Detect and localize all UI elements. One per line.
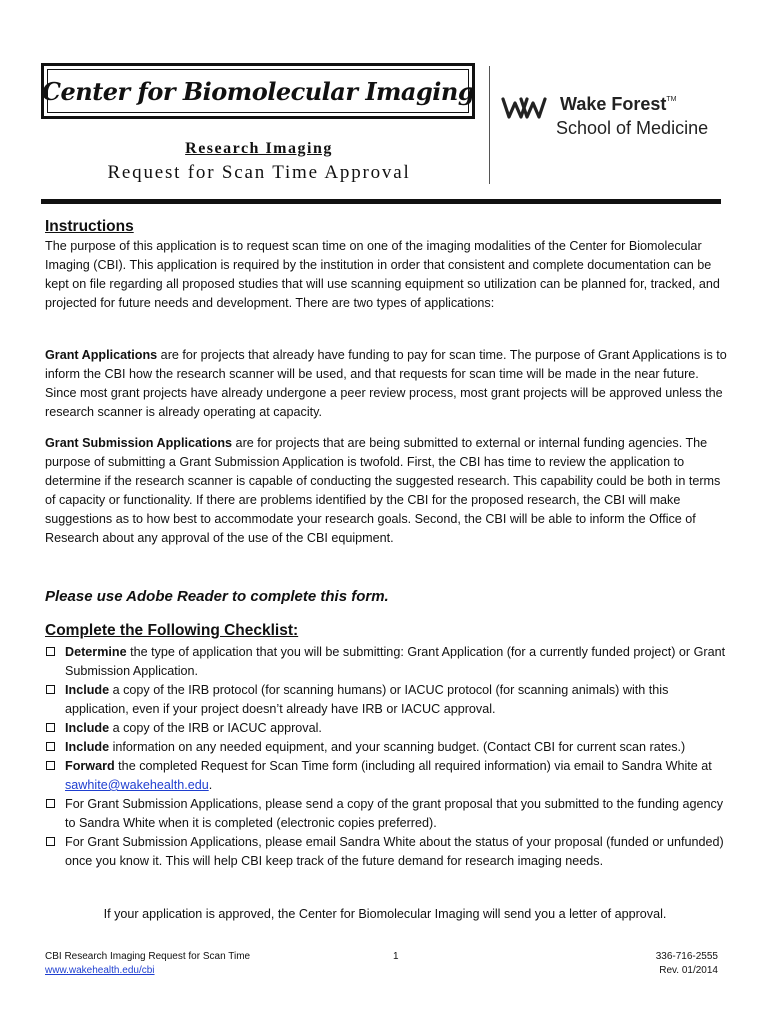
- checklist-item-text: the type of application that you will be submitting: Grant Application (for a currently funded project) or Grant Submission Application.: [65, 645, 726, 678]
- logo-school: School of Medicine: [556, 118, 709, 138]
- instructions-heading: Instructions: [45, 218, 134, 235]
- grant-applications-label: Grant Applications: [45, 348, 158, 362]
- checklist-item-keyword: Include: [65, 740, 110, 754]
- checklist-item-text: For Grant Submission Applications, please email Sandra White about the status of your proposal (funded or unfunded) once you know it. This will help CBI keep track of the future demand for research imaging needs.: [65, 835, 724, 868]
- checklist-item-text: a copy of the IRB protocol (for scanning humans) or IACUC protocol (for scanning animals) with this application, even if your project doesn’t already have IRB or IACUC approval.: [65, 683, 669, 716]
- checklist-item-text: For Grant Submission Applications, please send a copy of the grant proposal that you submitted to the funding agency to Sandra White when it is completed (electronic copies preferred).: [65, 797, 724, 830]
- footer-revision: Rev. 01/2014: [659, 965, 718, 976]
- wake-forest-logo-icon: [500, 93, 552, 123]
- checklist-item: [45, 757, 730, 795]
- adobe-reader-note: Please use Adobe Reader to complete this form.: [45, 588, 389, 605]
- checklist-item: [45, 738, 730, 757]
- checklist-item-text: the completed Request for Scan Time form (including all required information) via email to Sandra White at: [114, 759, 712, 773]
- approval-note: If your application is approved, the Center for Biomolecular Imaging will send you a letter of approval.: [103, 907, 667, 921]
- checklist-item: [45, 681, 730, 719]
- checklist-item-end: .: [208, 778, 213, 792]
- checklist-item-keyword: Determine: [65, 645, 127, 659]
- instructions-intro: The purpose of this application is to request scan time on one of the imaging modalities of the Center for Biomolecular Imaging (CBI). This application is required by the institution in order that consistent and complete documentation can be kept on file regarding all proposed studies that will use scanning equipment so utilization can be planned for, tracked, and projected for future needs and development. There are two types of applications:: [45, 239, 720, 310]
- title-box: [41, 63, 475, 119]
- form-title: Request for Scan Time Approval: [107, 162, 411, 183]
- checklist-item-keyword: Include: [65, 683, 110, 697]
- footer-left: [45, 950, 250, 978]
- footer-form-name: CBI Research Imaging Request for Scan Time: [45, 951, 251, 962]
- checkbox-icon: [46, 647, 55, 656]
- checklist-item: [45, 833, 730, 871]
- trademark: TM: [666, 96, 677, 103]
- checklist-item: [45, 719, 730, 738]
- logo-wake-forest: Wake Forest: [560, 94, 667, 114]
- header-rule: [41, 199, 721, 204]
- checkbox-icon: [46, 799, 55, 808]
- grant-submission-label: Grant Submission Applications: [45, 436, 233, 450]
- grant-submission-paragraph: [45, 434, 727, 548]
- section-subtitle: Research Imaging: [185, 140, 333, 157]
- checklist-item: [45, 643, 730, 681]
- grant-submission-text: are for projects that are being submitted to external or internal funding agencies. The purpose of submitting a Grant Submission Application is twofold. First, the CBI has time to review the application to determine if the research scanner is capable of conducting the suggested research. This capability could be both in terms of capacity or functionality. If there are problems identified by the CBI for the proposed research, the CBI will make suggestions as to how best to accommodate your research goals. Second, the CBI will be able to inform the Office of Research about any approval of the use of the CBI equipment.: [45, 436, 721, 545]
- header-divider: [489, 66, 490, 184]
- checkbox-icon: [46, 685, 55, 694]
- checkbox-icon: [46, 723, 55, 732]
- checklist-item-text: information on any needed equipment, and your scanning budget. (Contact CBI for current scan rates.): [109, 740, 686, 754]
- footer-phone: 336-716-2555: [655, 951, 718, 962]
- grant-applications-paragraph: [45, 346, 727, 422]
- checklist-item-text: a copy of the IRB or IACUC approval.: [109, 721, 322, 735]
- checkbox-icon: [46, 837, 55, 846]
- checklist-item-keyword: Forward: [65, 759, 115, 773]
- page-title: Center for Biomolecular Imaging: [41, 76, 475, 106]
- footer-right: [600, 950, 718, 978]
- logo-wordmark: [560, 94, 676, 115]
- grant-applications-text: are for projects that already have funding to pay for scan time. The purpose of Grant Applications is to inform the CBI how the research scanner will be used, and that requests for scan time will be made in the near future. Since most grant projects have already undergone a peer review process, most grant projects will be approved unless the research scanner is already operating at capacity.: [45, 348, 727, 419]
- checklist-item: [45, 795, 730, 833]
- sandra-white-email-link[interactable]: sawhite@wakehealth.edu: [65, 778, 209, 792]
- checkbox-icon: [46, 742, 55, 751]
- checklist-item-keyword: Include: [65, 721, 110, 735]
- checklist-heading: Complete the Following Checklist:: [45, 622, 299, 639]
- page-number: 1: [393, 951, 399, 962]
- checkbox-icon: [46, 761, 55, 770]
- checklist: [45, 643, 730, 871]
- title-box-inner: [41, 69, 475, 113]
- footer-website-link[interactable]: www.wakehealth.edu/cbi: [45, 965, 155, 976]
